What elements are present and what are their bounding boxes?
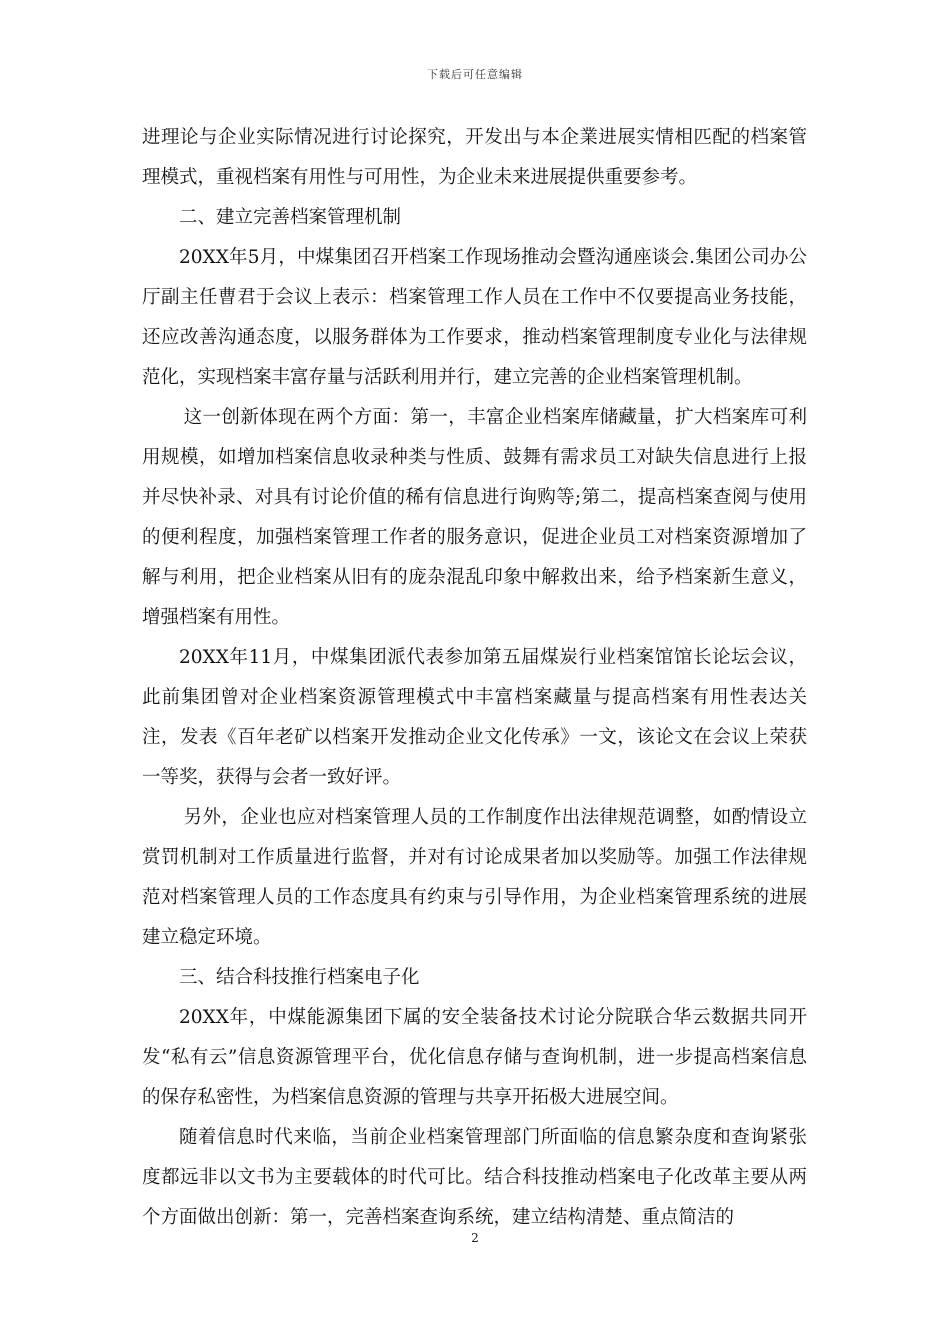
paragraph-private-cloud: 20XX年，中煤能源集团下属的安全装备技术讨论分院联合华云数据共同开发“私有云”信息资源管理平台，优化信息存储与查询机制，进一步提高档案信息的保存私密性，为档案信息资源的管理与共享开拓极大进展空间。 (142, 1007, 807, 1108)
paragraph-continuation: 进理论与企业实际情况进行讨论探究，开发出与本企業进展实情相匹配的档案管理模式，重视档案有用性与可用性，为企业未来进展提供重要参考。 (142, 127, 807, 188)
paragraph-november-forum: 20XX年11月，中煤集团派代表参加第五届煤炭行业档案馆馆长论坛会议，此前集团曾对企业档案资源管理模式中丰富档案藏量与提高档案有用性表达关注，发表《百年老矿以档案开发推动企业文化传承》一文，该论文在会议上荣获一等奖，获得与会者一致好评。 (142, 647, 807, 788)
page-header: 下载后可任意编辑 (427, 68, 523, 81)
paragraph-information-age: 随着信息时代来临，当前企业档案管理部门所面临的信息繁杂度和查询紧张度都远非以文书为主要载体的时代可比。结合科技推动档案电子化改革主要从两个方面做出创新：第一，完善档案查询系统，建立结构清楚、重点简洁的 (142, 1127, 807, 1228)
paragraph-innovation: 这一创新体现在两个方面：第一，丰富企业档案库储藏量，扩大档案库可利用规模，如增加档案信息收录种类与性质、鼓舞有需求员工对缺失信息进行上报并尽快补录、对具有讨论价值的稀有信息进行询购等;第二，提高档案查阅与使用的便利程度，加强档案管理工作者的服务意识，促进企业员工对档案资源增加了解与利用，把企业档案从旧有的庞杂混乱印象中解救出来，给予档案新生意义，增强档案有用性。 (142, 407, 807, 628)
section-heading-3: 三、结合科技推行档案电子化 (179, 967, 420, 988)
paragraph-legal-norms: 另外，企业也应对档案管理人员的工作制度作出法律规范调整，如酌情设立赏罚机制对工作质量进行监督，并对有讨论成果者加以奖励等。加强工作法律规范对档案管理人员的工作态度具有约束与引导作用，为企业档案管理系统的进展建立稳定环境。 (142, 807, 807, 948)
paragraph-may-meeting: 20XX年5月，中煤集团召开档案工作现场推动会暨沟通座谈会.集团公司办公厅副主任曹君于会议上表示：档案管理工作人员在工作中不仅要提高业务技能，还应改善沟通态度，以服务群体为工作要求，推动档案管理制度专业化与法律规范化，实现档案丰富存量与活跃利用并行，建立完善的企业档案管理机制。 (142, 247, 807, 388)
document-body (142, 118, 807, 1238)
section-heading-2: 二、建立完善档案管理机制 (179, 207, 402, 228)
page-number: 2 (471, 1231, 479, 1245)
